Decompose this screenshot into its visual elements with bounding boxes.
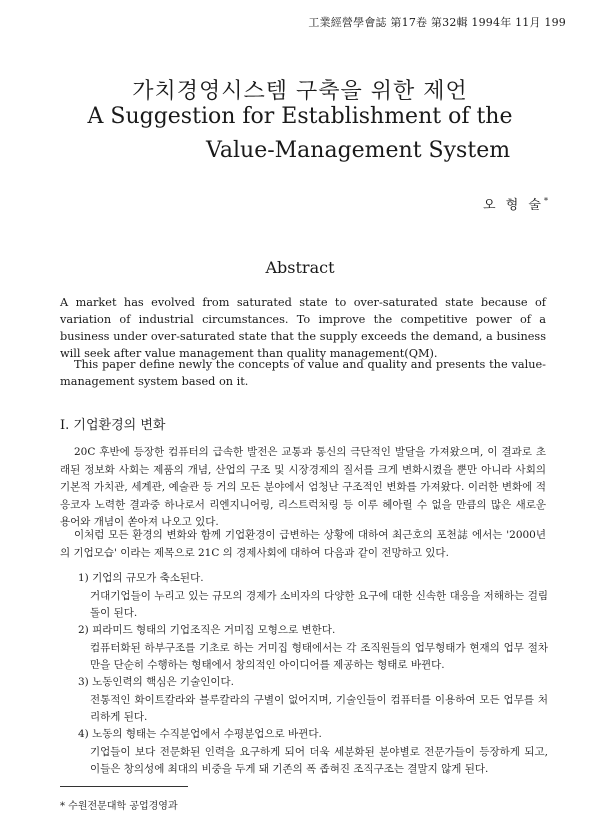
list-item-label: 1) 기업의 규모가 축소된다.	[78, 572, 204, 584]
footnote: * 수원전문대학 공업경영과	[60, 801, 178, 812]
list-item	[78, 622, 548, 675]
author-name: 오 형 술	[483, 198, 544, 213]
abstract-paragraph: A market has evolved from saturated state to over-saturated state because of variation of industrial circumstances. To improve the competitive power of a business under over-saturated state that the supply exceeds the demand, a business will seek after value management than quality management(QM).	[60, 296, 546, 360]
author-footnote-mark: *	[544, 196, 548, 206]
list-item-label: 2) 피라미드 형태의 기업조직은 거미집 모형으로 변한다.	[78, 624, 336, 636]
list-item	[78, 570, 548, 623]
abstract-heading: Abstract	[265, 258, 335, 277]
footnote-divider	[60, 786, 188, 787]
list-item-desc: 거대기업들이 누리고 있는 규모의 경제가 소비자의 다양한 요구에 대한 신속한 대응을 저해하는 걸림돌이 된다.	[90, 589, 548, 619]
list-item	[78, 726, 548, 779]
list-item-desc: 컴퓨터화된 하부구조를 기초로 하는 거미집 형태에서는 각 조직원들의 업무형태가 현재의 업무 절차만을 단순히 수행하는 형태에서 창의적인 아이디어를 제공하는 형태로 바뀐다.	[90, 641, 548, 671]
list-item	[78, 674, 548, 727]
body-paragraph: 20C 후반에 등장한 컴퓨터의 급속한 발전은 교통과 통신의 극단적인 발달을 가져왔으며, 이 결과로 초래된 정보화 사회는 제품의 개념, 산업의 구조 및 시장경제의 질서를 크게 변화시켰을 뿐만 아니라 사회의 기본적 가치관, 세계관, 예술관 등 거의 모든 분야에서 엄청난 구조적인 변화를 가져왔다. 이러한 변화에 적응코자 노력한 결과중 하나로서 리엔지니어링, 리스트럭처링 등 이루 헤아릴 수 없을 만큼의 많은 새로운 용어와 개념이 쏟아져 나오고 있다.	[60, 446, 546, 528]
list-item-label: 3) 노동인력의 핵심은 기술인이다.	[78, 676, 234, 688]
title-english-line2: Value-Management System	[206, 138, 511, 163]
title-korean: 가치경영시스템 구축을 위한 제언	[132, 79, 468, 104]
body-paragraph: 이처럼 모든 환경의 변화와 함께 기업환경이 급변하는 상황에 대하여 최근호의 포천誌 에서는 '2000년의 기업모습' 이라는 제목으로 21C 의 경제사회에 대하여 다음과 같이 전망하고 있다.	[60, 529, 546, 559]
title-english-line1: A Suggestion for Establishment of the	[87, 104, 513, 129]
list-item-desc: 기업들이 보다 전문화된 인력을 요구하게 되어 더욱 세분화된 분야별로 전문가들이 등장하게 되고, 이들은 창의성에 최대의 비중을 두게 돼 기존의 폭 좁혀진 조직구조는 결말지 않게 된다.	[90, 745, 548, 775]
list-item-label: 4) 노동의 형태는 수직분업에서 수평분업으로 바뀐다.	[78, 728, 322, 740]
list-item-desc: 전통적인 화이트칼라와 블루칼라의 구별이 없어지며, 기술인들이 컴퓨터를 이용하여 모든 업무를 처리하게 된다.	[90, 693, 548, 723]
abstract-paragraph: This paper define newly the concepts of value and quality and presents the value-management system based on it.	[60, 358, 546, 388]
author	[483, 194, 548, 213]
section-heading: I. 기업환경의 변화	[60, 418, 166, 433]
journal-header: 工業經營學會誌 第17卷 第32輯 1994年 11月 199	[308, 16, 566, 29]
